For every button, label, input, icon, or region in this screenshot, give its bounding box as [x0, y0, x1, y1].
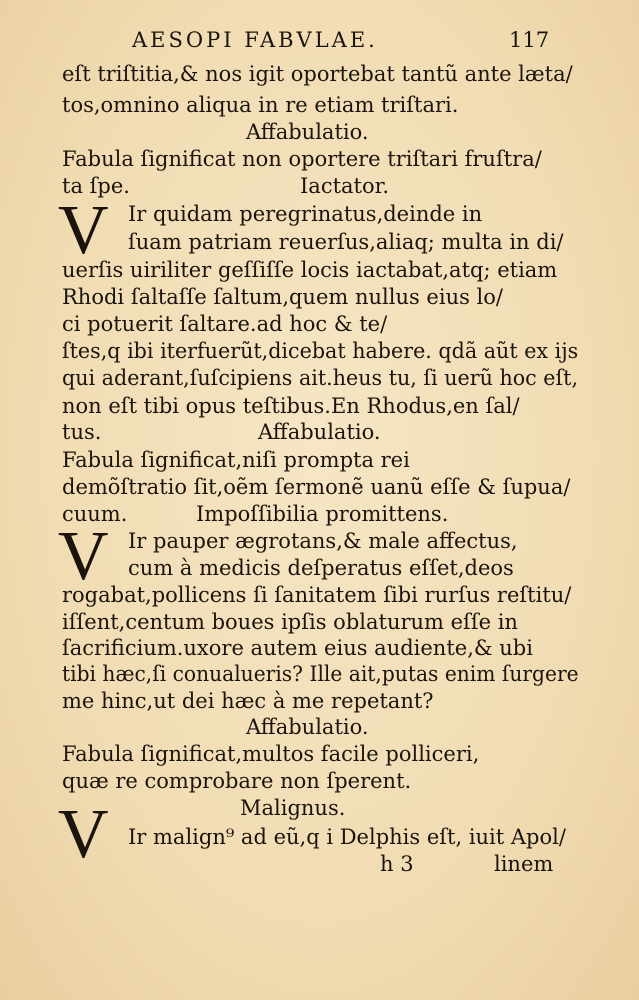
- folio-number: 117: [509, 28, 550, 52]
- drop-initial: V: [58, 518, 109, 595]
- text-line: ſacrificium.uxore autem eius audiente,& ubi: [62, 636, 533, 660]
- text-line: non eſt tibi opus teſtibus.En Rhodus,en ſal/: [62, 394, 520, 418]
- affabulatio-heading: Affabulatio.: [258, 420, 381, 444]
- text-line: uerſis uiriliter geſſiſſe locis iactabat,atq; etiam: [62, 258, 558, 282]
- fable-title: Malignus.: [240, 796, 346, 820]
- moral-line: quæ re comprobare non ſperent.: [62, 769, 412, 793]
- text-line: rogabat,pollicens ſi ſanitatem ſibi rurſus reſtitu/: [62, 583, 572, 607]
- text-line: tus.: [62, 420, 102, 444]
- text-line: Rhodi ſaltaſſe ſaltum,quem nullus eius lo/: [62, 285, 503, 309]
- drop-initial: V: [58, 192, 109, 269]
- moral-line: ta ſpe.: [62, 174, 130, 198]
- moral-line: demõſtratio ſit,oẽm ſermonẽ uanũ eſſe & ſupua/: [62, 475, 571, 499]
- catchword: linem: [494, 852, 554, 876]
- running-title: AESOPI FABVLAE.: [132, 28, 378, 52]
- text-line: ſuam patriam reuerſus,aliaq; multa in di/: [128, 230, 564, 254]
- moral-line: Fabula ſignificat,multos facile polliceri,: [62, 742, 480, 766]
- text-line: eſt triſtitia,& nos igit oportebat tantũ ante læta/: [62, 62, 573, 86]
- fable-title: Iactator.: [300, 174, 390, 198]
- text-line: tibi hæc,ſi conualueris? Ille ait,putas enim ſurgere: [62, 662, 579, 686]
- text-line: qui aderant,ſuſcipiens ait.heus tu, ſi uerũ hoc eſt,: [62, 366, 579, 390]
- fable-title: Impoſſibilia promittens.: [196, 502, 449, 526]
- moral-line: Fabula ſignificat non oportere triſtari fruſtra/: [62, 147, 542, 171]
- text-line: Ir malign⁹ ad eũ,q i Delphis eſt, iuit Apol/: [128, 825, 566, 849]
- text-line: tos,omnino aliqua in re etiam triſtari.: [62, 93, 459, 117]
- moral-line: Fabula ſignificat,niſi prompta rei: [62, 448, 410, 472]
- text-line: Ir pauper ægrotans,& male affectus,: [128, 529, 518, 553]
- moral-line: cuum.: [62, 502, 128, 526]
- affabulatio-heading: Affabulatio.: [246, 120, 369, 144]
- text-line: cum à medicis deſperatus eſſet,deos: [128, 556, 514, 580]
- text-line: me hinc,ut dei hæc à me repetant?: [62, 689, 434, 713]
- text-line: iſſent,centum boues ipſis oblaturum eſſe in: [62, 610, 518, 634]
- text-line: ci potuerit ſaltare.ad hoc & te/: [62, 312, 388, 336]
- text-line: Ir quidam peregrinatus,deinde in: [128, 202, 483, 226]
- text-line: ſtes,q ibi iterfuerũt,dicebat habere. qdã aũt ex ijs: [62, 339, 579, 363]
- signature-mark: h 3: [380, 852, 414, 876]
- drop-initial: V: [58, 796, 109, 873]
- affabulatio-heading: Affabulatio.: [246, 715, 369, 739]
